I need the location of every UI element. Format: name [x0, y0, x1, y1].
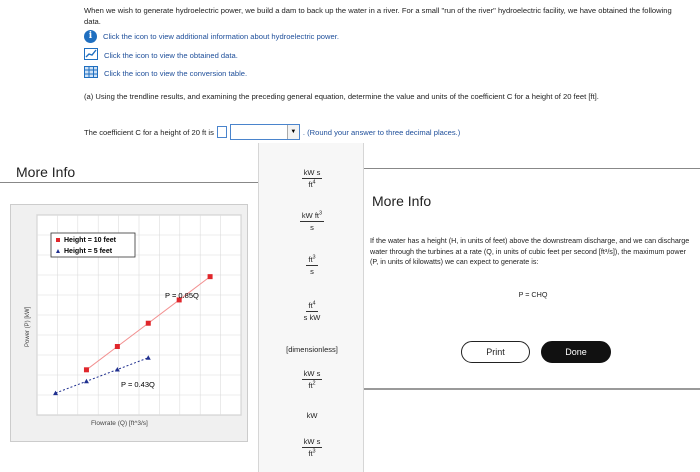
- part-a-question: (a) Using the trendline results, and examining the preceding general equation, determine the value and units of the coefficient C for a height of 20 feet [ft].: [84, 92, 599, 101]
- hydro-info-text: If the water has a height (H, in units of feet) above the downstream discharge, and we can discharge water through the turbines at a rate (Q, in units of cubic feet per second [ft³/s]), the maximum power (P, in units of kilowatts) we can expect to generate is:: [370, 236, 690, 266]
- table-link[interactable]: Click the icon to view the conversion table.: [104, 68, 248, 78]
- units-option[interactable]: [dimensionless]: [286, 345, 338, 354]
- chart-icon[interactable]: [84, 48, 98, 62]
- dropdown-arrow-icon[interactable]: ▼: [287, 125, 299, 139]
- info-link[interactable]: Click the icon to view additional information about hydroelectric power.: [103, 32, 339, 41]
- data-point: [115, 344, 120, 349]
- trendline-label-10ft: P = 0.85Q: [165, 291, 199, 300]
- right-more-info-title: More Info: [372, 193, 432, 209]
- power-formula: P = CHQ: [518, 290, 548, 299]
- coefficient-answer-row: [84, 124, 460, 140]
- data-link-row[interactable]: [84, 48, 238, 62]
- data-point: [84, 367, 89, 372]
- units-option[interactable]: $\frac{\text{kW s}}{ft^4}$: [303, 168, 321, 189]
- coefficient-value-input[interactable]: [217, 126, 227, 138]
- rounding-hint: . (Round your answer to three decimal places.): [302, 127, 461, 137]
- table-link-row[interactable]: [84, 66, 247, 80]
- right-divider-top: [364, 168, 700, 169]
- table-icon[interactable]: [84, 66, 98, 80]
- data-link[interactable]: Click the icon to view the obtained data.: [104, 50, 238, 60]
- trendline-label-5ft: P = 0.43Q: [121, 380, 155, 389]
- legend-label-10ft: Height = 10 feet: [64, 237, 116, 244]
- legend-square-marker: [56, 238, 60, 242]
- units-option[interactable]: kW: [306, 411, 318, 420]
- units-option[interactable]: $\frac{\text{kW s}}{ft^2}$: [303, 369, 321, 390]
- data-point: [146, 321, 151, 326]
- coefficient-label: The coefficient C for a height of 20 ft is: [84, 127, 214, 137]
- units-option[interactable]: $\frac{ft^3}{s}$: [308, 254, 316, 276]
- legend-label-5ft: Height = 5 feet: [64, 248, 113, 255]
- left-divider: [0, 182, 258, 183]
- units-select[interactable]: [230, 124, 300, 140]
- units-dropdown-list[interactable]: [258, 143, 364, 472]
- print-button[interactable]: Print: [461, 341, 530, 363]
- data-point: [208, 274, 213, 279]
- info-icon[interactable]: i: [84, 30, 97, 43]
- data-chart: [10, 204, 248, 442]
- left-more-info-title: More Info: [16, 164, 76, 180]
- problem-intro: When we wish to generate hydroelectric power, we build a dam to back up the water in a river. For a small "run of the river" hydroelectric facility, we have obtained the following data.: [84, 6, 672, 26]
- info-link-row[interactable]: [84, 30, 339, 43]
- units-option[interactable]: $\frac{ft^4}{\text{s kW}}$: [303, 300, 321, 322]
- x-axis-label: Flowrate (Q) [ft^3/s]: [91, 420, 148, 427]
- y-axis-label: Power (P) [kW]: [25, 306, 31, 347]
- chart-svg: [11, 205, 249, 443]
- done-button[interactable]: Done: [541, 341, 611, 363]
- units-option[interactable]: $\frac{kW ft^3}{s}$: [301, 210, 323, 232]
- right-divider-bottom: [364, 388, 700, 390]
- units-option[interactable]: $\frac{\text{kW s}}{ft^3}$: [303, 437, 321, 458]
